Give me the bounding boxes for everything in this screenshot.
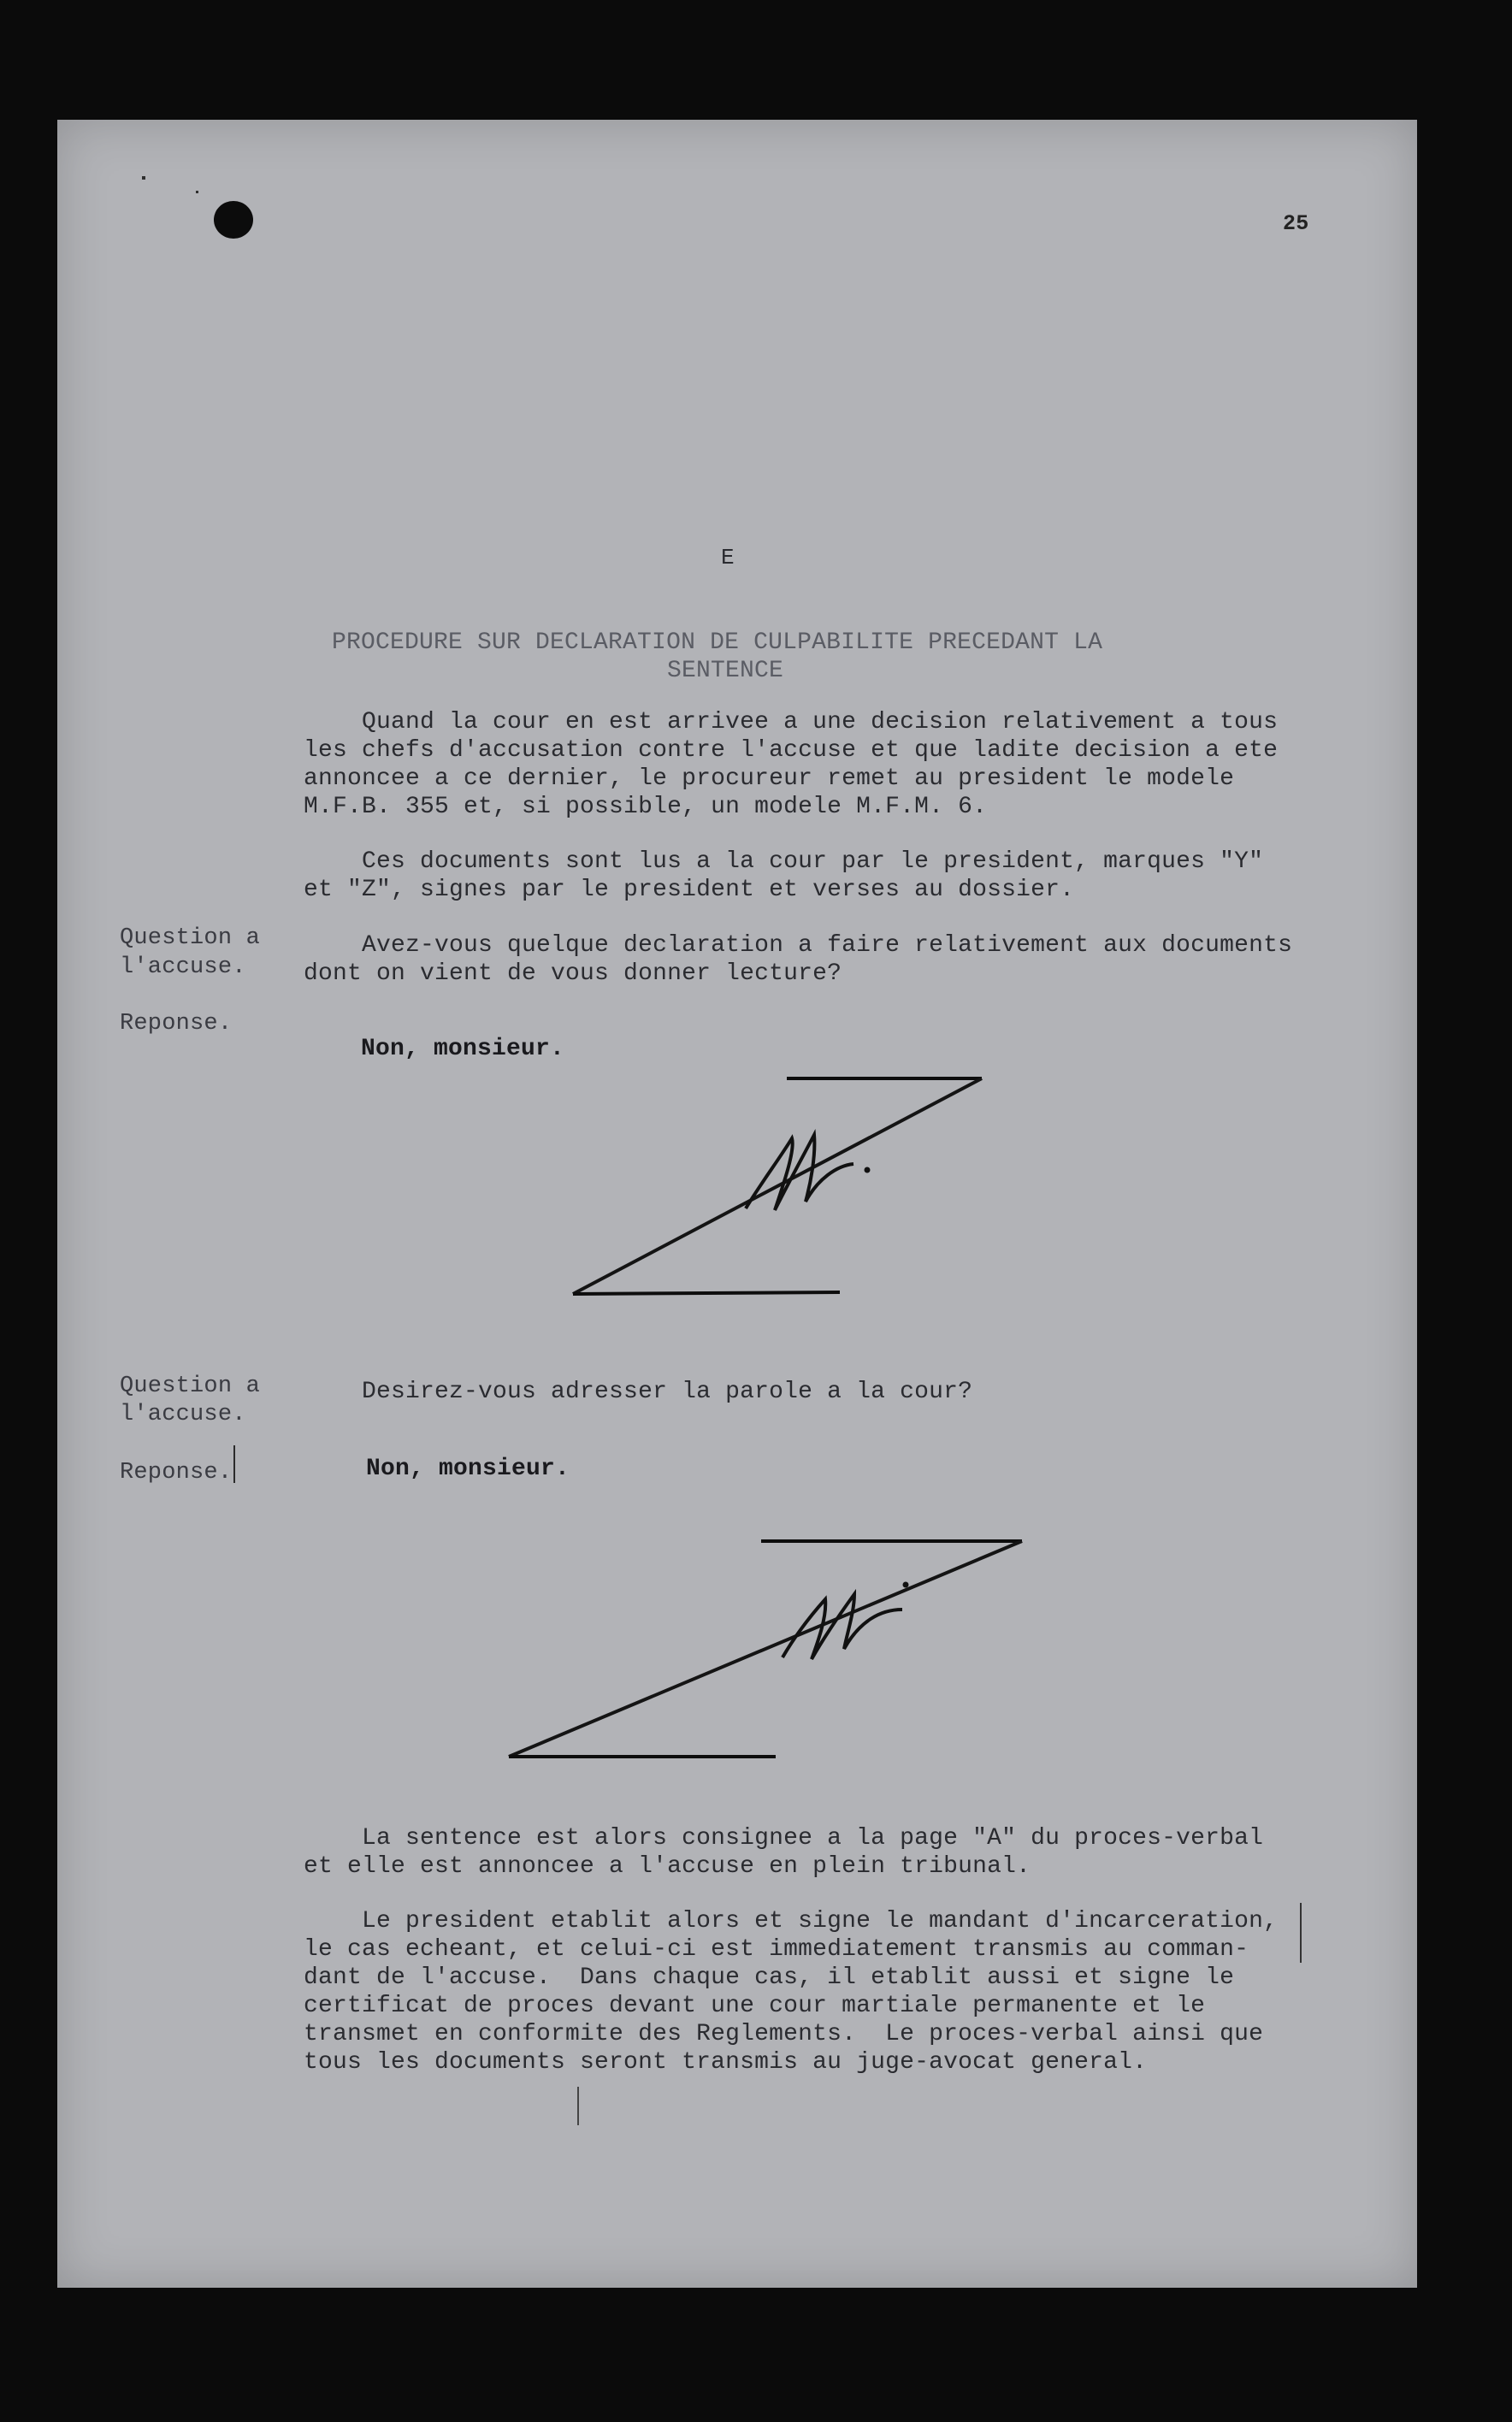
pencil-mark [233, 1445, 235, 1483]
paragraph-line: et "Z", signes par le president et verses au dossier. [304, 877, 1075, 903]
paragraph-line: certificat de proces devant une cour martiale permanente et le [304, 1993, 1206, 2019]
answer-text: Non, monsieur. [361, 1036, 565, 1062]
page-number: 25 [1283, 211, 1309, 236]
initials-signature [564, 1073, 992, 1304]
question-text: dont on vient de vous donner lecture? [304, 960, 842, 987]
paragraph-line: les chefs d'accusation contre l'accuse et que ladite decision a ete [304, 737, 1279, 764]
paragraph-line: le cas echeant, et celui-ci est immediatement transmis au comman- [304, 1936, 1249, 1963]
paragraph-line: transmet en conformite des Reglements. Le proces-verbal ainsi que [304, 2021, 1264, 2047]
answer-label: Reponse. [120, 1460, 233, 1486]
punch-hole [214, 201, 253, 239]
paragraph-line: annoncee a ce dernier, le procureur remet au president le modele [304, 765, 1235, 792]
section-heading-line-1: PROCEDURE SUR DECLARATION DE CULPABILITE PRECEDANT LA [332, 629, 1103, 656]
paragraph-line: et elle est annoncee a l'accuse en plein tribunal. [304, 1853, 1031, 1880]
initials-signature [500, 1531, 1039, 1762]
answer-text: Non, monsieur. [366, 1456, 570, 1482]
scratch-mark [577, 2087, 579, 2125]
paragraph-line: Quand la cour en est arrivee a une decision relativement a tous [304, 709, 1279, 735]
paragraph-line: Ces documents sont lus a la cour par le president, marques "Y" [304, 848, 1264, 875]
answer-label: Reponse. [120, 1011, 233, 1037]
paragraph-line: tous les documents seront transmis au juge-avocat general. [304, 2049, 1148, 2076]
dust-speck [142, 176, 145, 180]
scratch-mark [1300, 1903, 1302, 1963]
dust-speck [196, 191, 198, 193]
section-heading-line-2: SENTENCE [667, 658, 784, 684]
paragraph-line: Le president etablit alors et signe le mandant d'incarceration, [304, 1908, 1279, 1935]
paragraph-line: M.F.B. 355 et, si possible, un modele M.F.M. 6. [304, 794, 988, 820]
question-text: Desirez-vous adresser la parole a la cour? [304, 1379, 973, 1405]
section-letter: E [721, 545, 735, 570]
paragraph-line: dant de l'accuse. Dans chaque cas, il etablit aussi et signe le [304, 1964, 1235, 1991]
question-label: l'accuse. [120, 954, 246, 980]
question-text: Avez-vous quelque declaration a faire relativement aux documents [304, 932, 1293, 959]
question-label: Question a [120, 1373, 261, 1399]
paragraph-line: La sentence est alors consignee a la page "A" du proces-verbal [304, 1825, 1264, 1852]
question-label: Question a [120, 925, 261, 951]
question-label: l'accuse. [120, 1402, 246, 1427]
